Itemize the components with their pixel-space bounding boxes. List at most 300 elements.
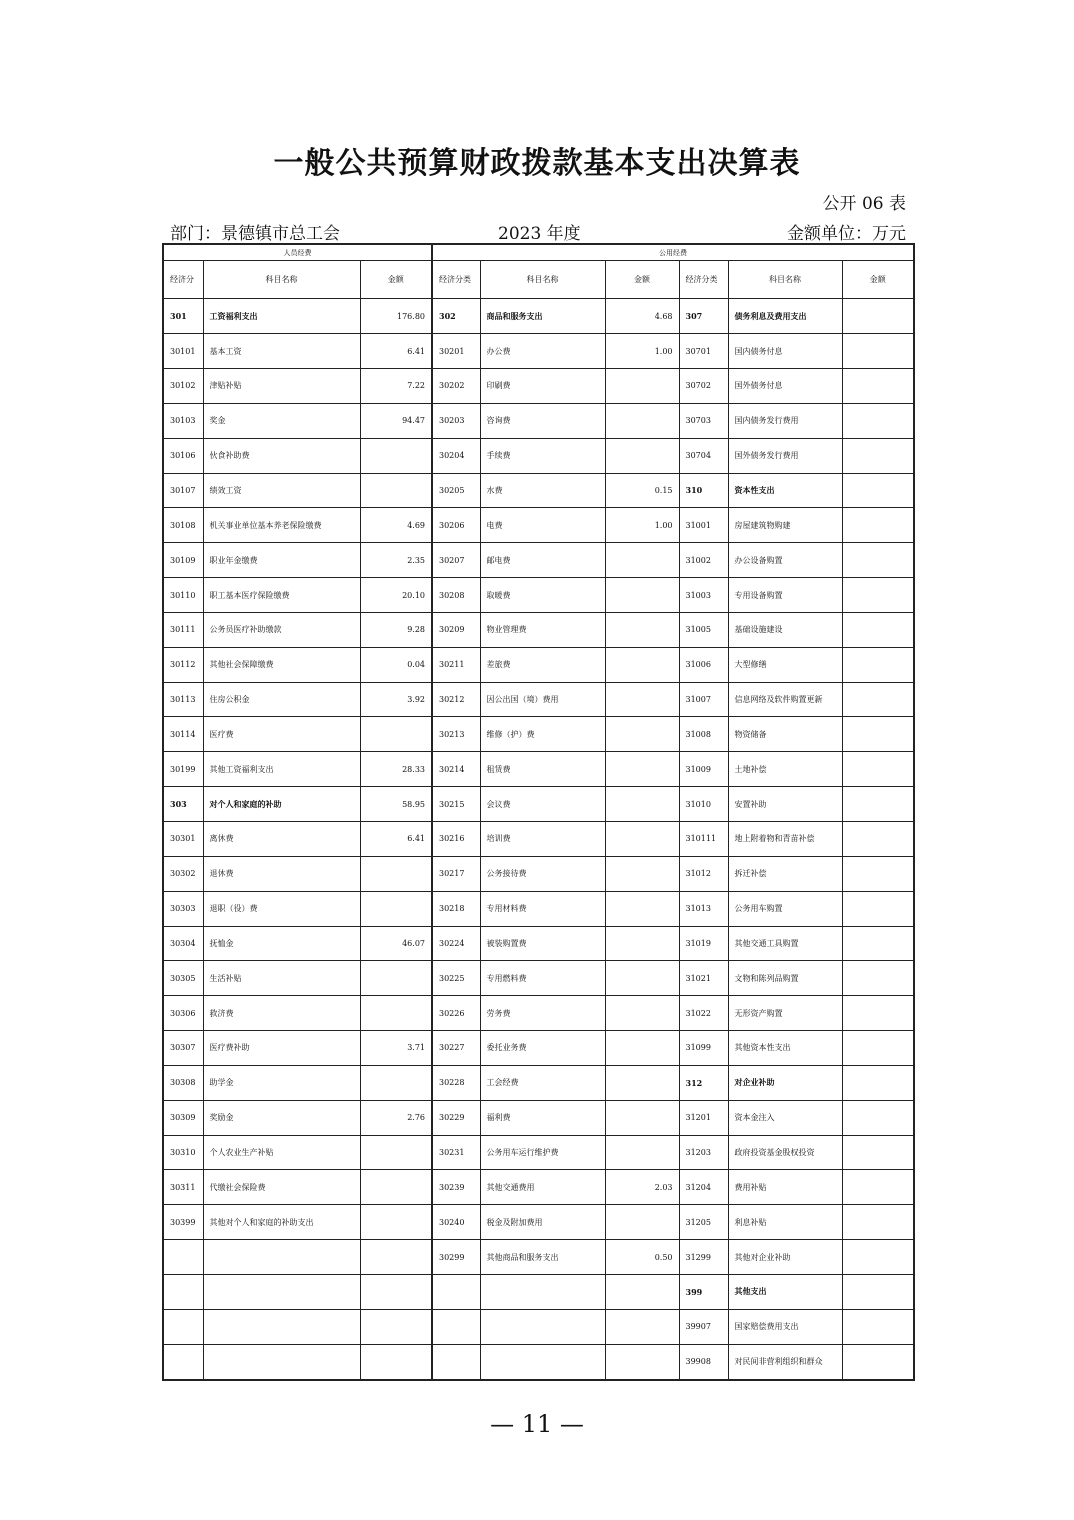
cell-name: 办公费 (480, 334, 605, 369)
cell-amount (360, 1135, 432, 1170)
cell-name: 土地补偿 (728, 752, 842, 787)
cell-name: 其他交通费用 (480, 1170, 605, 1205)
cell-name: 地上附着物和青苗补偿 (728, 821, 842, 856)
cell-amount (842, 403, 914, 438)
cell-code: 30106 (163, 438, 203, 473)
cell-name: 被装购置费 (480, 926, 605, 961)
cell-name: 对企业补助 (728, 1065, 842, 1100)
cell-code: 30308 (163, 1065, 203, 1100)
cell-amount: 46.07 (360, 926, 432, 961)
table-row (163, 1065, 914, 1100)
cell-code: 31003 (679, 578, 728, 613)
cell-amount (605, 1065, 679, 1100)
cell-name: 职工基本医疗保险缴费 (203, 578, 360, 613)
cell-amount (842, 926, 914, 961)
cell-code: 30212 (432, 682, 480, 717)
table-row (163, 1170, 914, 1205)
cell-name: 资本性支出 (728, 473, 842, 508)
cell-code: 30307 (163, 1031, 203, 1066)
cell-name: 个人农业生产补贴 (203, 1135, 360, 1170)
cell-code: 30704 (679, 438, 728, 473)
cell-name: 税金及附加费用 (480, 1205, 605, 1240)
cell-amount (842, 1170, 914, 1205)
table-row (163, 1205, 914, 1240)
cell-amount (605, 1031, 679, 1066)
cell-amount: 176.80 (360, 299, 432, 334)
cell-code: 307 (679, 299, 728, 334)
header-g1-name: 科目名称 (480, 261, 605, 299)
cell-name: 其他交通工具购置 (728, 926, 842, 961)
cell-code: 30199 (163, 752, 203, 787)
header-p-code: 经济分 (163, 261, 203, 299)
cell-amount (842, 1344, 914, 1380)
cell-name: 退职（役）费 (203, 891, 360, 926)
cell-name: 国外债务付息 (728, 369, 842, 404)
cell-amount (605, 1344, 679, 1380)
cell-amount (605, 821, 679, 856)
cell-code: 30114 (163, 717, 203, 752)
cell-name (480, 1274, 605, 1309)
table-row (163, 612, 914, 647)
cell-code: 30229 (432, 1100, 480, 1135)
cell-amount (842, 508, 914, 543)
cell-name: 其他对个人和家庭的补助支出 (203, 1205, 360, 1240)
cell-name: 咨询费 (480, 403, 605, 438)
table-row (163, 473, 914, 508)
cell-amount (360, 1205, 432, 1240)
cell-name: 大型修缮 (728, 647, 842, 682)
cell-name: 专用设备购置 (728, 578, 842, 613)
cell-amount (360, 1274, 432, 1309)
cell-name (480, 1344, 605, 1380)
cell-code: 30225 (432, 961, 480, 996)
table-row (163, 334, 914, 369)
cell-name: 福利费 (480, 1100, 605, 1135)
cell-code: 39907 (679, 1309, 728, 1344)
cell-name: 邮电费 (480, 543, 605, 578)
cell-amount (842, 1240, 914, 1275)
cell-name: 公务员医疗补助缴款 (203, 612, 360, 647)
cell-amount: 2.35 (360, 543, 432, 578)
cell-name: 印刷费 (480, 369, 605, 404)
cell-code: 399 (679, 1274, 728, 1309)
header-g2-name: 科目名称 (728, 261, 842, 299)
header-g2-amount: 金额 (842, 261, 914, 299)
cell-amount: 2.76 (360, 1100, 432, 1135)
cell-code: 31201 (679, 1100, 728, 1135)
cell-code: 31008 (679, 717, 728, 752)
cell-code: 30231 (432, 1135, 480, 1170)
cell-name: 取暖费 (480, 578, 605, 613)
table-row (163, 1274, 914, 1309)
cell-amount: 0.04 (360, 647, 432, 682)
table-row (163, 1309, 914, 1344)
cell-code: 30205 (432, 473, 480, 508)
column-header-row (163, 261, 914, 299)
cell-name: 国外债务发行费用 (728, 438, 842, 473)
cell-code: 30227 (432, 1031, 480, 1066)
cell-code: 30111 (163, 612, 203, 647)
cell-amount (842, 578, 914, 613)
cell-name: 基础设施建设 (728, 612, 842, 647)
cell-name: 医疗费 (203, 717, 360, 752)
header-p-amount: 金额 (360, 261, 432, 299)
cell-amount (842, 1274, 914, 1309)
cell-code: 31204 (679, 1170, 728, 1205)
cell-amount (842, 1309, 914, 1344)
cell-name: 生活补贴 (203, 961, 360, 996)
table-number: 公开 06 表 (822, 194, 906, 214)
cell-amount (605, 612, 679, 647)
cell-code: 31012 (679, 856, 728, 891)
cell-code: 30305 (163, 961, 203, 996)
cell-amount: 3.71 (360, 1031, 432, 1066)
cell-code (432, 1344, 480, 1380)
table-row (163, 752, 914, 787)
cell-code: 31205 (679, 1205, 728, 1240)
cell-name: 其他工资福利支出 (203, 752, 360, 787)
cell-amount (360, 438, 432, 473)
cell-code: 30202 (432, 369, 480, 404)
cell-amount (842, 1135, 914, 1170)
cell-amount (360, 1170, 432, 1205)
cell-code (163, 1344, 203, 1380)
expenditure-table (162, 243, 915, 1381)
cell-name: 会议费 (480, 787, 605, 822)
cell-name: 政府投资基金股权投资 (728, 1135, 842, 1170)
cell-amount (605, 787, 679, 822)
cell-amount (842, 752, 914, 787)
table-row (163, 717, 914, 752)
cell-amount: 20.10 (360, 578, 432, 613)
cell-code: 30215 (432, 787, 480, 822)
cell-code: 31005 (679, 612, 728, 647)
cell-amount (360, 717, 432, 752)
page-title: 一般公共预算财政拨款基本支出决算表 (273, 146, 801, 181)
cell-name (203, 1309, 360, 1344)
cell-code (432, 1274, 480, 1309)
cell-name: 助学金 (203, 1065, 360, 1100)
cell-code (163, 1274, 203, 1309)
cell-amount (842, 473, 914, 508)
cell-amount (360, 1240, 432, 1275)
cell-name: 委托业务费 (480, 1031, 605, 1066)
cell-name: 专用燃料费 (480, 961, 605, 996)
cell-amount (605, 717, 679, 752)
cell-name: 费用补贴 (728, 1170, 842, 1205)
cell-code: 31021 (679, 961, 728, 996)
cell-code: 30209 (432, 612, 480, 647)
cell-code: 30310 (163, 1135, 203, 1170)
cell-amount: 94.47 (360, 403, 432, 438)
cell-name (203, 1344, 360, 1380)
cell-amount: 58.95 (360, 787, 432, 822)
cell-name: 公务用车运行维护费 (480, 1135, 605, 1170)
cell-code: 30303 (163, 891, 203, 926)
cell-name: 文物和陈列品购置 (728, 961, 842, 996)
table-row (163, 369, 914, 404)
cell-code: 312 (679, 1065, 728, 1100)
table-row (163, 543, 914, 578)
cell-amount: 0.15 (605, 473, 679, 508)
cell-name: 奖励金 (203, 1100, 360, 1135)
cell-name: 机关事业单位基本养老保险缴费 (203, 508, 360, 543)
table-row (163, 961, 914, 996)
cell-code (432, 1309, 480, 1344)
cell-amount (605, 578, 679, 613)
cell-name: 基本工资 (203, 334, 360, 369)
cell-amount (605, 926, 679, 961)
cell-code: 31019 (679, 926, 728, 961)
cell-name (480, 1309, 605, 1344)
cell-amount (842, 787, 914, 822)
cell-name: 对民间非营利组织和群众 (728, 1344, 842, 1380)
cell-code: 30306 (163, 996, 203, 1031)
cell-amount (605, 1205, 679, 1240)
header-g1-amount: 金额 (605, 261, 679, 299)
cell-code: 302 (432, 299, 480, 334)
cell-amount (842, 1065, 914, 1100)
header-g2-code: 经济分类 (679, 261, 728, 299)
cell-amount (605, 682, 679, 717)
cell-code: 30216 (432, 821, 480, 856)
cell-name: 其他社会保障缴费 (203, 647, 360, 682)
cell-code: 30702 (679, 369, 728, 404)
cell-amount (360, 473, 432, 508)
cell-code: 30214 (432, 752, 480, 787)
cell-name: 工资福利支出 (203, 299, 360, 334)
cell-amount (360, 1065, 432, 1100)
cell-name: 离休费 (203, 821, 360, 856)
cell-code: 31002 (679, 543, 728, 578)
table-row (163, 787, 914, 822)
cell-amount: 2.03 (605, 1170, 679, 1205)
cell-code: 31001 (679, 508, 728, 543)
cell-name: 利息补贴 (728, 1205, 842, 1240)
cell-name: 劳务费 (480, 996, 605, 1031)
cell-amount (842, 821, 914, 856)
cell-code: 30304 (163, 926, 203, 961)
cell-name: 差旅费 (480, 647, 605, 682)
cell-code (163, 1240, 203, 1275)
cell-code: 30239 (432, 1170, 480, 1205)
cell-amount (360, 961, 432, 996)
cell-code: 303 (163, 787, 203, 822)
cell-code: 30101 (163, 334, 203, 369)
cell-name: 绩效工资 (203, 473, 360, 508)
cell-amount (605, 1135, 679, 1170)
cell-code: 30226 (432, 996, 480, 1031)
group-public: 公用经费 (432, 244, 914, 261)
cell-amount (605, 369, 679, 404)
cell-code: 30302 (163, 856, 203, 891)
header-g1-code: 经济分类 (432, 261, 480, 299)
cell-amount (605, 961, 679, 996)
table-row (163, 1135, 914, 1170)
cell-code: 31022 (679, 996, 728, 1031)
cell-name: 专用材料费 (480, 891, 605, 926)
table-row (163, 891, 914, 926)
cell-amount (842, 299, 914, 334)
table-row (163, 1344, 914, 1380)
cell-amount: 4.68 (605, 299, 679, 334)
cell-amount (842, 1205, 914, 1240)
cell-amount (605, 1309, 679, 1344)
cell-code: 31299 (679, 1240, 728, 1275)
cell-code: 31099 (679, 1031, 728, 1066)
cell-name: 对个人和家庭的补助 (203, 787, 360, 822)
cell-code: 30299 (432, 1240, 480, 1275)
cell-name: 电费 (480, 508, 605, 543)
cell-name: 医疗费补助 (203, 1031, 360, 1066)
cell-name (203, 1274, 360, 1309)
table-row (163, 578, 914, 613)
cell-name: 资本金注入 (728, 1100, 842, 1135)
cell-amount (605, 891, 679, 926)
cell-code: 30107 (163, 473, 203, 508)
cell-amount (605, 996, 679, 1031)
cell-amount (842, 682, 914, 717)
cell-code: 30206 (432, 508, 480, 543)
cell-amount: 4.69 (360, 508, 432, 543)
cell-amount (605, 1274, 679, 1309)
cell-name: 救济费 (203, 996, 360, 1031)
cell-name: 其他商品和服务支出 (480, 1240, 605, 1275)
cell-amount (842, 647, 914, 682)
cell-name: 拆迁补偿 (728, 856, 842, 891)
cell-name: 国家赔偿费用支出 (728, 1309, 842, 1344)
cell-code: 30224 (432, 926, 480, 961)
cell-name: 办公设备购置 (728, 543, 842, 578)
cell-code: 30301 (163, 821, 203, 856)
cell-name: 租赁费 (480, 752, 605, 787)
department-label: 部门：景德镇市总工会 (170, 224, 340, 244)
header-p-name: 科目名称 (203, 261, 360, 299)
cell-name: 物资储备 (728, 717, 842, 752)
cell-code: 31013 (679, 891, 728, 926)
table-row (163, 996, 914, 1031)
cell-amount (360, 891, 432, 926)
group-header-row (163, 244, 914, 261)
cell-name: 因公出国（境）费用 (480, 682, 605, 717)
cell-code: 30217 (432, 856, 480, 891)
cell-name: 退休费 (203, 856, 360, 891)
cell-code: 30110 (163, 578, 203, 613)
cell-amount (842, 717, 914, 752)
cell-code: 30203 (432, 403, 480, 438)
cell-code: 31007 (679, 682, 728, 717)
fiscal-year-label: 2023 年度 (498, 224, 581, 244)
cell-name: 房屋建筑物购建 (728, 508, 842, 543)
cell-code (163, 1309, 203, 1344)
table-row (163, 1031, 914, 1066)
cell-code: 31006 (679, 647, 728, 682)
cell-amount: 6.41 (360, 821, 432, 856)
cell-amount (360, 1309, 432, 1344)
cell-name: 津贴补贴 (203, 369, 360, 404)
cell-code: 30240 (432, 1205, 480, 1240)
cell-amount (605, 1100, 679, 1135)
cell-amount (842, 334, 914, 369)
cell-name: 其他支出 (728, 1274, 842, 1309)
cell-code: 30113 (163, 682, 203, 717)
cell-code: 30103 (163, 403, 203, 438)
amount-unit-label: 金额单位：万元 (787, 224, 906, 244)
cell-name: 商品和服务支出 (480, 299, 605, 334)
cell-code: 30213 (432, 717, 480, 752)
table-row (163, 682, 914, 717)
cell-name: 奖金 (203, 403, 360, 438)
table-row (163, 438, 914, 473)
cell-name: 住房公积金 (203, 682, 360, 717)
cell-code: 30309 (163, 1100, 203, 1135)
cell-name: 国内债务发行费用 (728, 403, 842, 438)
cell-amount (842, 891, 914, 926)
cell-amount: 1.00 (605, 508, 679, 543)
cell-amount (842, 369, 914, 404)
cell-name: 债务利息及费用支出 (728, 299, 842, 334)
cell-amount (360, 1344, 432, 1380)
cell-code: 31203 (679, 1135, 728, 1170)
table-row (163, 508, 914, 543)
cell-code: 30218 (432, 891, 480, 926)
cell-code: 30108 (163, 508, 203, 543)
cell-code: 30701 (679, 334, 728, 369)
cell-name (203, 1240, 360, 1275)
cell-name: 无形资产购置 (728, 996, 842, 1031)
cell-amount (842, 961, 914, 996)
cell-code: 30399 (163, 1205, 203, 1240)
cell-code: 31010 (679, 787, 728, 822)
cell-name: 国内债务付息 (728, 334, 842, 369)
cell-code: 30207 (432, 543, 480, 578)
cell-amount (842, 1100, 914, 1135)
cell-code: 30109 (163, 543, 203, 578)
cell-amount: 9.28 (360, 612, 432, 647)
cell-name: 其他资本性支出 (728, 1031, 842, 1066)
page-number: — 11 — (490, 1410, 584, 1438)
table-row (163, 299, 914, 334)
cell-name: 安置补助 (728, 787, 842, 822)
cell-amount (605, 543, 679, 578)
cell-amount: 6.41 (360, 334, 432, 369)
cell-amount (605, 403, 679, 438)
cell-name: 维修（护）费 (480, 717, 605, 752)
cell-amount (605, 647, 679, 682)
cell-name: 物业管理费 (480, 612, 605, 647)
cell-code: 30208 (432, 578, 480, 613)
cell-code: 30311 (163, 1170, 203, 1205)
cell-amount (842, 1031, 914, 1066)
cell-code: 301 (163, 299, 203, 334)
cell-name: 工会经费 (480, 1065, 605, 1100)
table-row (163, 403, 914, 438)
group-personnel: 人员经费 (163, 244, 432, 261)
cell-code: 310 (679, 473, 728, 508)
table-row (163, 926, 914, 961)
table-row (163, 1240, 914, 1275)
cell-amount: 28.33 (360, 752, 432, 787)
table-row (163, 821, 914, 856)
cell-amount (360, 996, 432, 1031)
cell-code: 39908 (679, 1344, 728, 1380)
cell-name: 信息网络及软件购置更新 (728, 682, 842, 717)
cell-amount (605, 438, 679, 473)
cell-amount: 0.50 (605, 1240, 679, 1275)
cell-amount (605, 856, 679, 891)
cell-code: 30201 (432, 334, 480, 369)
cell-name: 水费 (480, 473, 605, 508)
